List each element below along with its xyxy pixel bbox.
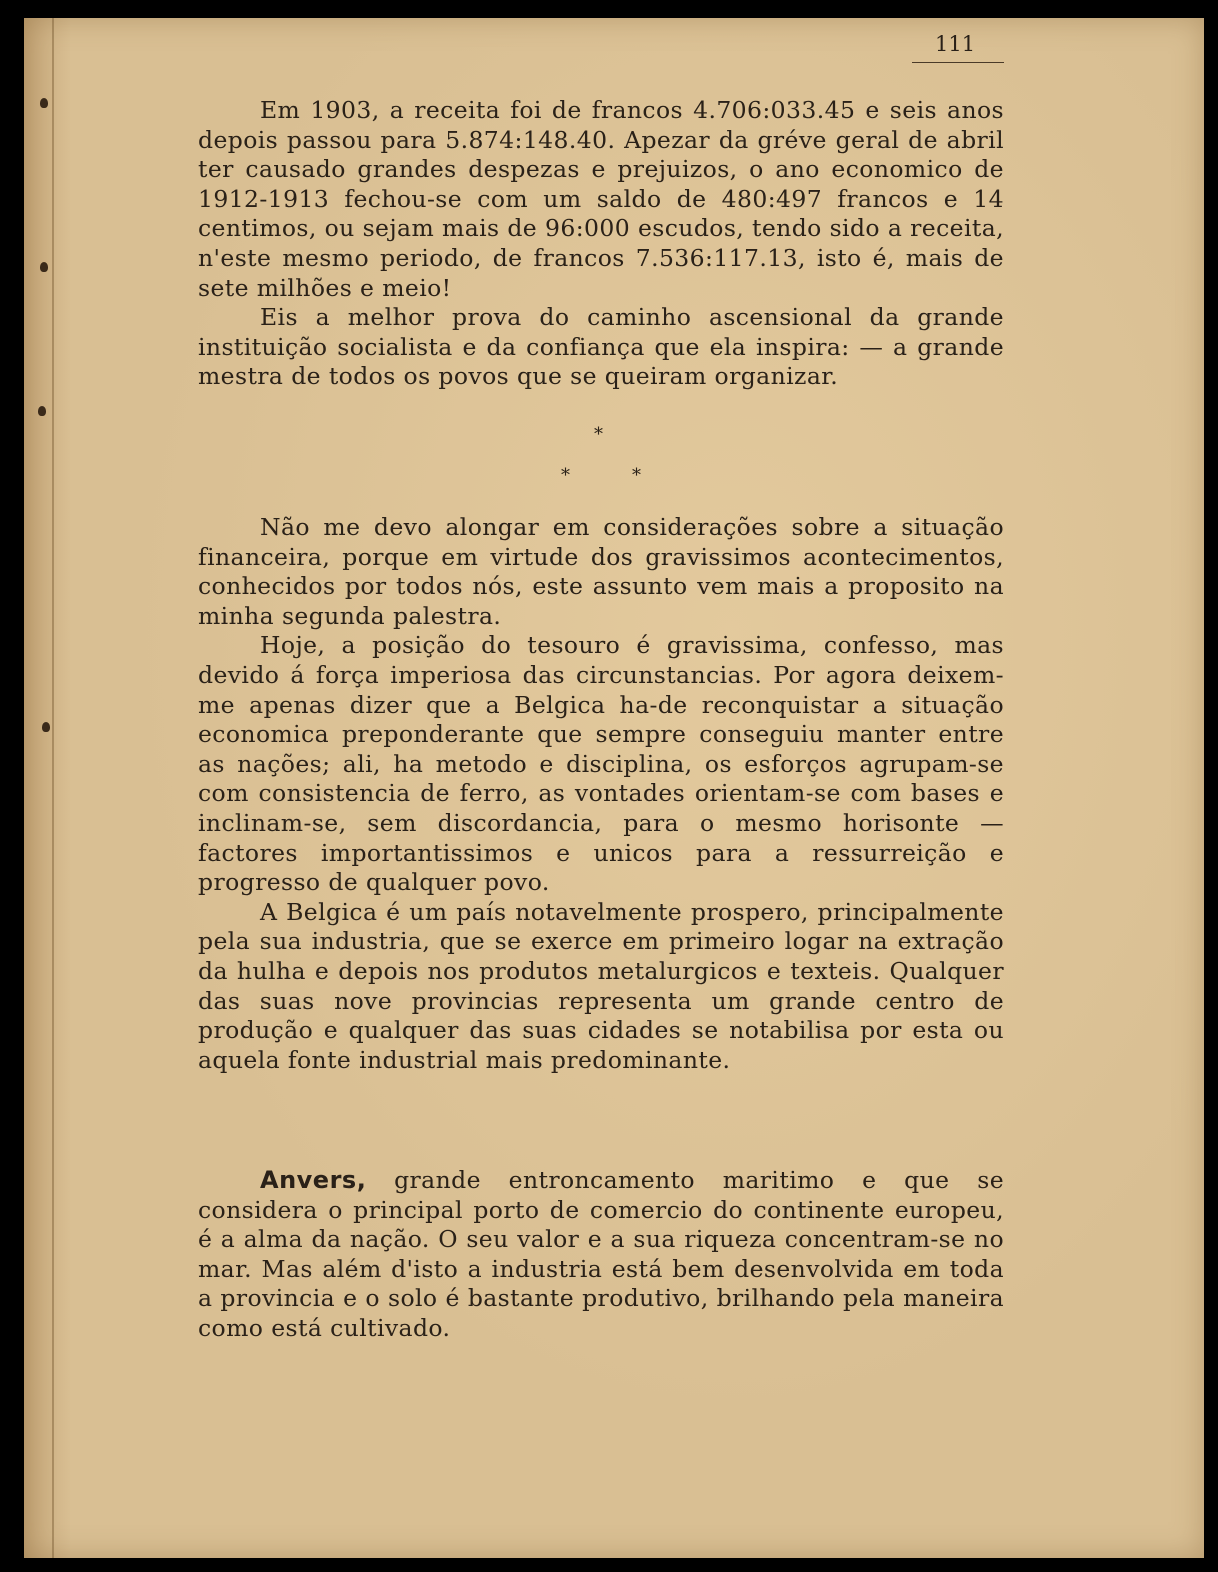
page-number-rule xyxy=(912,62,1004,63)
page-number: 111 xyxy=(935,32,976,56)
paragraph: Eis a melhor prova do caminho ascensional da grande instituição socialista e da confiança que ela inspira: — a grande mestra de todos os povos que se queiram organizar. xyxy=(198,303,1004,391)
binding-hole-mark xyxy=(38,406,46,416)
paragraph-text: grande entroncamento maritimo e que se considera o principal porto de comercio do continente europeu, é a alma da nação. O seu valor e a sua riqueza concentram-se no mar. Mas além d'isto a industria está bem desenvolvida em toda a provincia e o solo é bastante produtivo, brilhando pela maneira como está cultivado. xyxy=(198,1166,1004,1342)
paragraph: Não me devo alongar em considerações sobre a situação financeira, porque em virtude dos gravissimos acontecimentos, conhecidos por todos nós, este assunto vem mais a proposito na minha segunda palestra. xyxy=(198,513,1004,630)
paragraph xyxy=(198,1166,1004,1344)
binding-hole-mark xyxy=(40,98,48,108)
section-2 xyxy=(198,513,1004,1075)
separator-star: * xyxy=(594,424,603,445)
binding-hole-mark xyxy=(42,722,50,732)
binding-hole-mark xyxy=(40,262,48,272)
paragraph: Hoje, a posição do tesouro é gravissima, confesso, mas devido á força imperiosa das circunstancias. Por agora deixem-me apenas dizer que a Belgica ha-de reconquistar a situação economica preponderante que sempre conseguiu manter entre as nações; ali, ha metodo e disciplina, os esforços agrupam-se com consistencia de ferro, as vontades orientam-se com bases e inclinam-se, sem discordancia, para o mesmo horisonte — factores importantissimos e unicos para a ressurreição e progresso de qualquer povo. xyxy=(198,631,1004,897)
paragraph: Em 1903, a receita foi de francos 4.706:033.45 e seis anos depois passou para 5.874:148.40. Apezar da gréve geral de abril ter causado grandes despezas e prejuizos, o ano economico de 1912-1913 fechou-se com um saldo de 480:497 francos e 14 centimos, ou sejam mais de 96:000 escudos, tendo sido a receita, n'este mesmo periodo, de francos 7.536:117.13, isto é, mais de sete milhões e meio! xyxy=(198,96,1004,302)
separator-star: * xyxy=(632,465,641,486)
paragraph: A Belgica é um país notavelmente prospero, principalmente pela sua industria, que se exerce em primeiro logar na extração da hulha e depois nos produtos metalurgicos e texteis. Qualquer das suas nove provincias representa um grande centro de produção e qualquer das suas cidades se notabilisa por esta ou aquela fonte industrial mais predominante. xyxy=(198,897,1004,1074)
section-3 xyxy=(198,1166,1004,1344)
separator-star: * xyxy=(561,465,570,486)
section-1 xyxy=(198,96,1004,392)
binding-line xyxy=(52,18,54,1558)
place-name-heading: Anvers, xyxy=(260,1166,367,1194)
